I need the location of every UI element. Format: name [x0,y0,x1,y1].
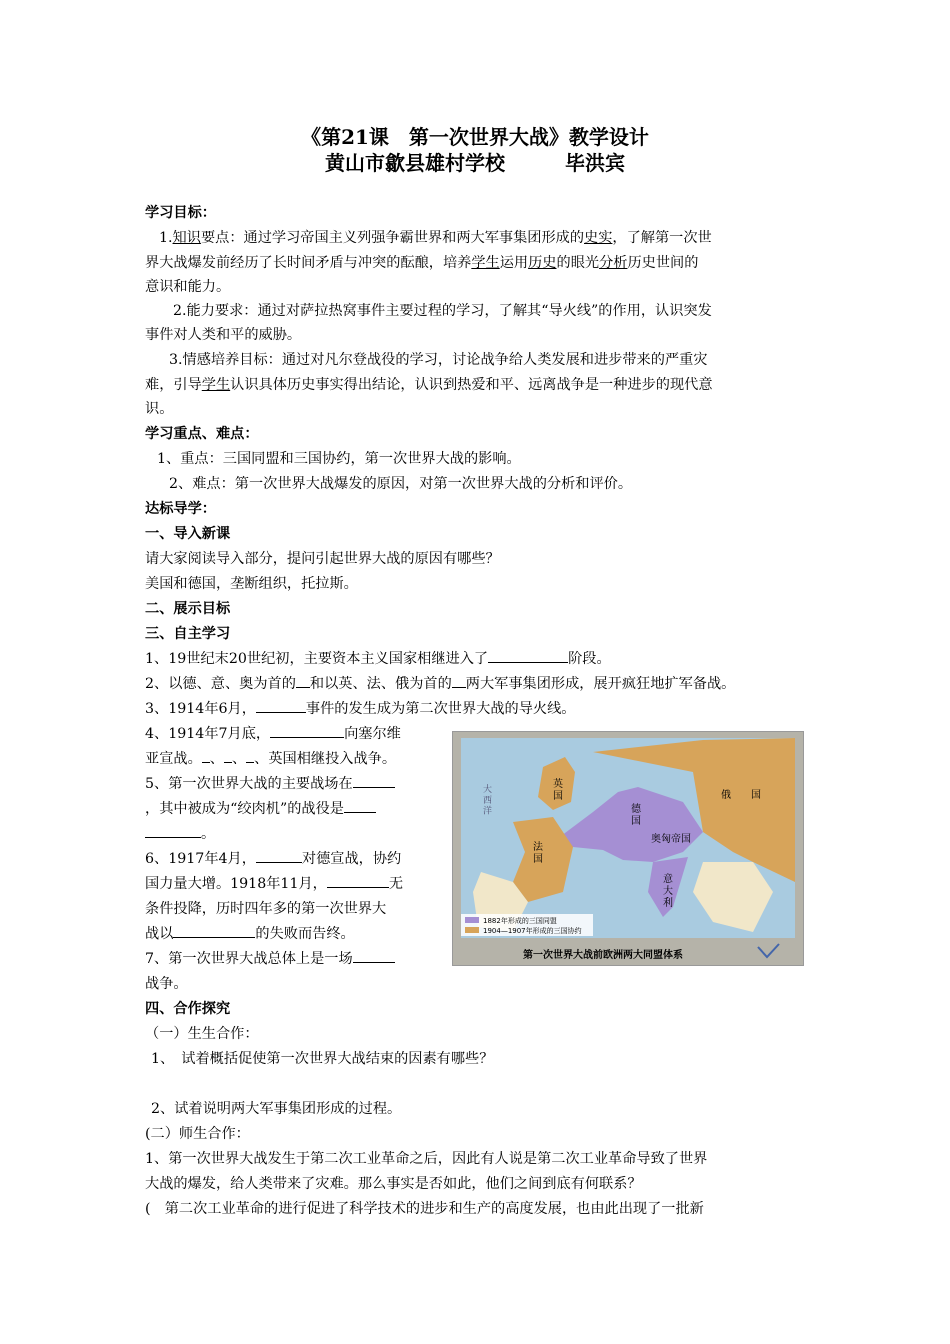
objective-3-line-3: 识。 [145,401,174,417]
label-italy: 意大利 [663,874,673,909]
objective-3-line-1: 3.情感培养目标：通过对凡尔登战役的学习，讨论战争给人类发展和进步带来的严重灾 [169,352,708,368]
cooperation-1-question-2: 2、试着说明两大军事集团形成的过程。 [151,1101,402,1117]
question-6-line-2: 国力量大增。1918年11月， 无 [145,872,445,897]
key-points-heading: 学习重点、难点： [145,426,259,442]
objective-1-line-3: 意识和能力。 [145,279,231,295]
key-point-1: 1、重点：三国同盟和三国协约，第一次世界大战的影响。 [157,451,521,467]
label-france: 法国 [533,842,543,865]
cooperation-1-heading: （一）生生合作： [145,1026,259,1042]
document-subtitle: 黄山市歙县雄村学校 毕洪宾 [325,151,625,175]
question-1: 1、19世纪末20世纪初，主要资本主义国家相继进入了 阶段。 [145,647,810,672]
label-russia: 俄 国 [721,790,761,801]
cooperation-2-heading: (二）师生合作： [145,1126,250,1142]
label-germany: 德国 [631,804,641,827]
part-2-heading: 二、展示目标 [145,601,231,617]
objective-2-line-1: 2.能力要求：通过对萨拉热窝事件主要过程的学习，了解其“导火线”的作用，认识突发 [173,303,712,319]
part-1-question: 请大家阅读导入部分，提问引起世界大战的原因有哪些？ [145,551,500,567]
legend-alliance-text: 1882年形成的三国同盟 [483,917,557,925]
objective-2-line-2: 事件对人类和平的威胁。 [145,327,302,343]
cooperation-2-answer-line-1: ( 第二次工业革命的进行促进了科学技术的进步和生产的高度发展，也由此出现了一批新 [145,1201,704,1217]
objective-3-line-2: 难，引导学生认识具体历史事实得出结论，认识到热爱和平、远离战争是一种进步的现代意 [145,377,713,393]
check-mark-icon [758,944,779,957]
part-3-heading: 三、自主学习 [145,626,231,642]
part-1-heading: 一、导入新课 [145,526,231,542]
legend-entente-text: 1904—1907年形成的三国协约 [483,927,582,935]
part-1-answer: 美国和德国，垄断组织，托拉斯。 [145,576,358,592]
question-6-line-3: 条件投降，历时四年多的第一次世界大 [145,901,387,917]
question-7-line-1: 7、第一次世界大战总体上是一场 [145,947,445,972]
document-title: 《第21课 第一次世界大战》教学设计 [301,125,649,149]
map-caption: 第一次世界大战前欧洲两大同盟体系 [523,950,683,961]
question-6-line-1: 6、1917年4月， 对德宣战，协约 [145,847,445,872]
objective-1-line-1: 1.知识要点：通过学习帝国主义列强争霸世界和两大军事集团形成的史实，了解第一次世 [159,230,712,246]
label-britain: 英国 [553,779,563,802]
question-5-line-1: 5、第一次世界大战的主要战场在 [145,772,445,797]
objectives-heading: 学习目标： [145,205,216,221]
cooperation-1-question-1: 1、 试着概括促使第一次世界大战结束的因素有哪些？ [151,1051,494,1067]
label-atlantic: 大西洋 [483,785,493,817]
question-2: 2、以德、意、奥为首的 和以英、法、俄为首的 两大军事集团形成，展开疯狂地扩军备战。 [145,672,810,697]
question-3: 3、1914年6月， 事件的发生成为第二次世界大战的导火线。 [145,697,810,722]
part-4-heading: 四、合作探究 [145,1001,231,1017]
question-6-line-4: 战以 的失败而告终。 [145,922,445,947]
question-5-line-3: 。 [145,822,445,847]
question-4-line-1: 4、1914年7月底， 向塞尔维 [145,722,445,747]
question-4-line-2: 亚宣战。 、 、 、英国相继投入战争。 [145,747,445,772]
question-7-line-2: 战争。 [145,976,188,992]
guide-heading: 达标导学： [145,501,216,517]
europe-alliance-map [452,731,804,966]
objective-1-line-2: 界大战爆发前经历了长时间矛盾与冲突的酝酿，培养学生运用历史的眼光分析历史世间的 [145,255,699,271]
map-graphic [453,732,803,965]
legend-alliance-swatch [465,917,479,923]
cooperation-2-question-line-2: 大战的爆发，给人类带来了灾难。那么事实是否如此，他们之间到底有何联系？ [145,1176,642,1192]
question-5-line-2: ，其中被成为“绞肉机”的战役是 [145,797,445,822]
cooperation-2-question-line-1: 1、第一次世界大战发生于第二次工业革命之后，因此有人说是第二次工业革命导致了世界 [145,1151,708,1167]
label-austria-hungary: 奥匈帝国 [651,834,691,845]
key-point-2: 2、难点：第一次世界大战爆发的原因，对第一次世界大战的分析和评价。 [169,476,633,492]
legend-entente-swatch [465,927,479,933]
